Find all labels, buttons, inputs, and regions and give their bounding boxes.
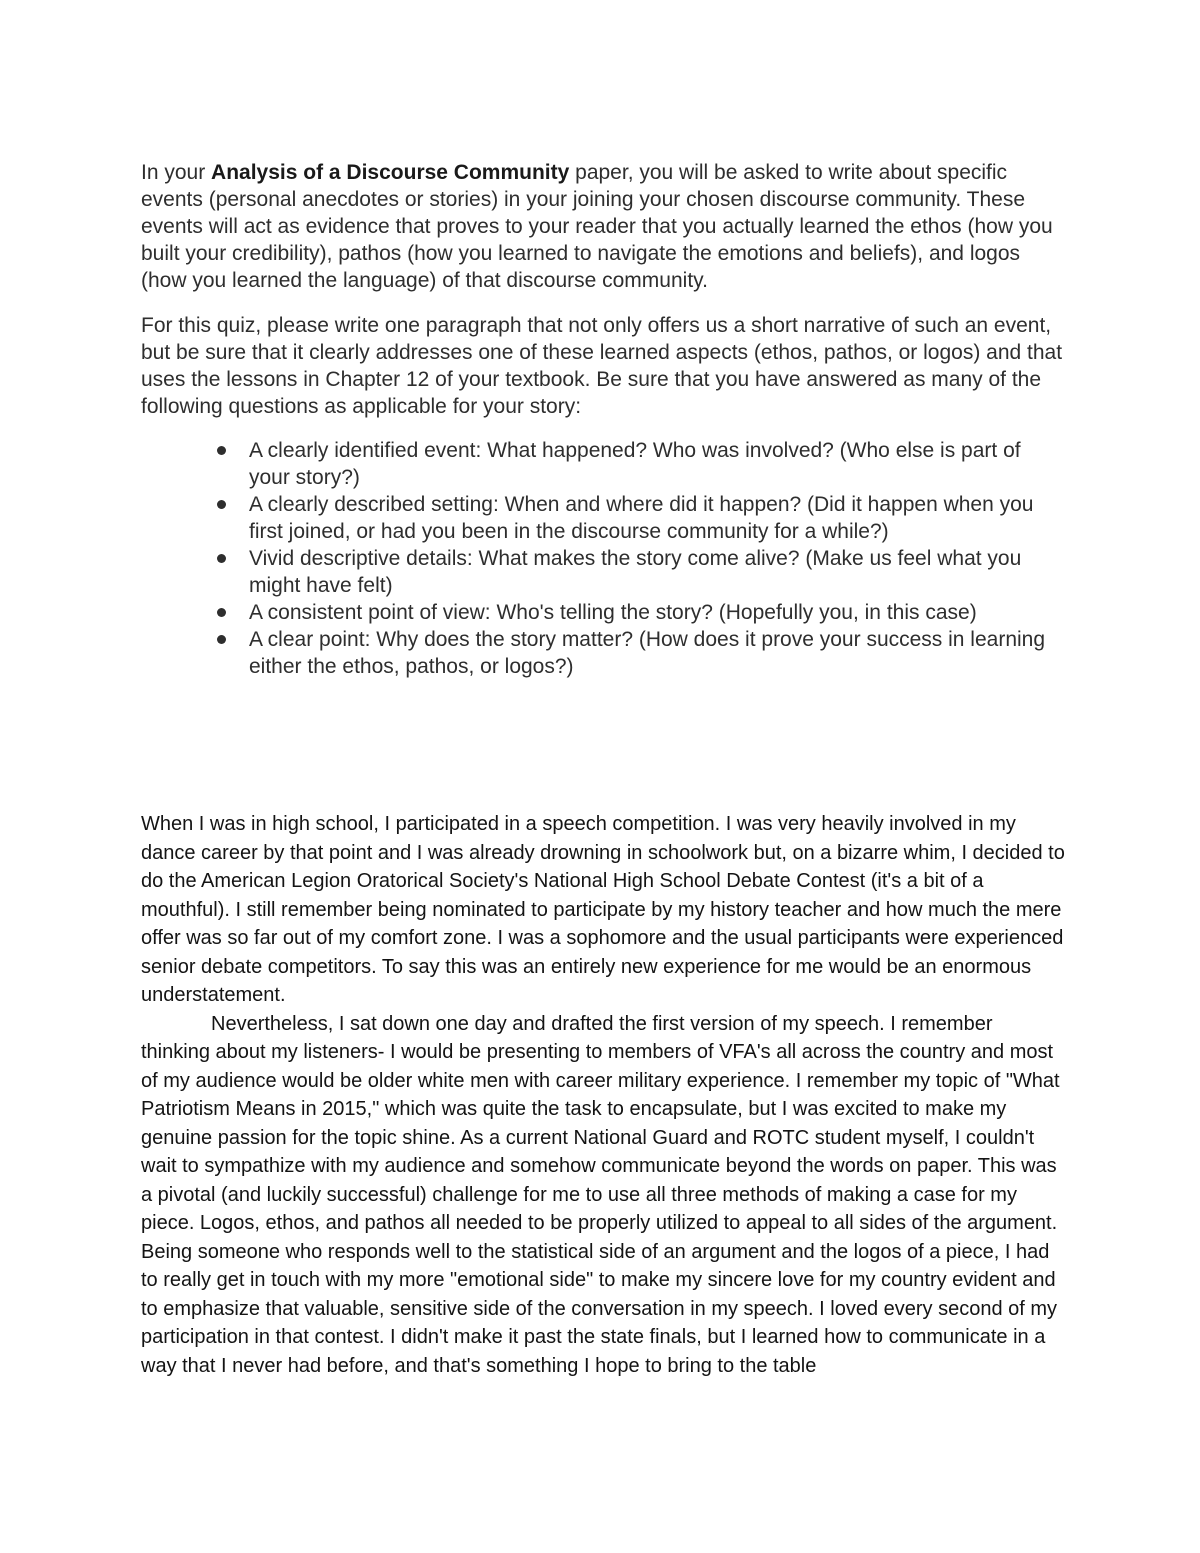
prompt-intro-rest: paper, you will be asked to write about specific events (personal anecdotes or stories) in your joining your chosen discourse community. These events will act as evidence that proves to your reader that you actually learned the ethos (how you built your credibility), pathos (how you learned to navigate the emotions and beliefs), and logos (how you learned the language) of that discourse community.	[141, 161, 1053, 292]
bullet-icon	[217, 608, 226, 617]
response-paragraph-1: When I was in high school, I participated in a speech competition. I was very heavily involved in my dance career by that point and I was already drowning in schoolwork but, on a bizarre whim, I decided to do the American Legion Oratorical Society's National High School Debate Contest (it's a bit of a mouthful). I still remember being nominated to participate by my history teacher and how much the mere offer was so far out of my comfort zone. I was a sophomore and the usual participants were experienced senior debate competitors. To say this was an entirely new experience for me would be an enormous understatement.	[141, 813, 1065, 1006]
bullet-icon	[217, 635, 226, 644]
prompt-intro-text: In your	[141, 161, 212, 184]
prompt-paragraph-1	[141, 159, 1066, 294]
list-item	[249, 626, 1066, 680]
quiz-prompt	[141, 159, 1066, 680]
list-item-text: Vivid descriptive details: What makes the story come alive? (Make us feel what you might have felt)	[249, 547, 1022, 597]
list-item	[249, 599, 1066, 626]
bullet-icon	[217, 500, 226, 509]
paper-title-bold: Analysis of a Discourse Community	[211, 161, 570, 184]
bullet-icon	[217, 554, 226, 563]
response-paragraph-2: Nevertheless, I sat down one day and drafted the first version of my speech. I remember thinking about my listeners- I would be presenting to members of VFA's all across the country and most of my audience would be older white men with career military experience. I remember my topic of "What Patriotism Means in 2015," which was quite the task to encapsulate, but I was excited to make my genuine passion for the topic shine. As a current National Guard and ROTC student myself, I couldn't wait to sympathize with my audience and somehow communicate beyond the words on paper. This was a pivotal (and luckily successful) challenge for me to use all three methods of making a case for my piece. Logos, ethos, and pathos all needed to be properly utilized to appeal to all sides of the argument. Being someone who responds well to the statistical side of an argument and the logos of a piece, I had to really get in touch with my more "emotional side" to make my sincere love for my country evident and to emphasize that valuable, sensitive side of the conversation in my speech. I loved every second of my participation in that contest. I didn't make it past the state finals, but I learned how to communicate in a way that I never had before, and that's something I hope to bring to the table	[141, 1012, 1060, 1377]
list-item	[249, 491, 1066, 545]
list-item-text: A clearly described setting: When and where did it happen? (Did it happen when you first joined, or had you been in the discourse community for a while?)	[249, 493, 1034, 543]
list-item	[249, 437, 1066, 491]
list-item-text: A clear point: Why does the story matter? (How does it prove your success in learning either the ethos, pathos, or logos?)	[249, 628, 1046, 678]
prompt-paragraph-2: For this quiz, please write one paragraph that not only offers us a short narrative of such an event, but be sure that it clearly addresses one of these learned aspects (ethos, pathos, or logos) and that uses the lessons in Chapter 12 of your textbook. Be sure that you have answered as many of the following questions as applicable for your story:	[141, 314, 1063, 418]
list-item-text: A clearly identified event: What happened? Who was involved? (Who else is part of your story?)	[249, 439, 1021, 489]
list-item-text: A consistent point of view: Who's telling the story? (Hopefully you, in this case)	[249, 601, 977, 624]
list-item	[249, 545, 1066, 599]
student-response	[141, 810, 1066, 1380]
question-list	[141, 437, 1066, 680]
bullet-icon	[217, 446, 226, 455]
